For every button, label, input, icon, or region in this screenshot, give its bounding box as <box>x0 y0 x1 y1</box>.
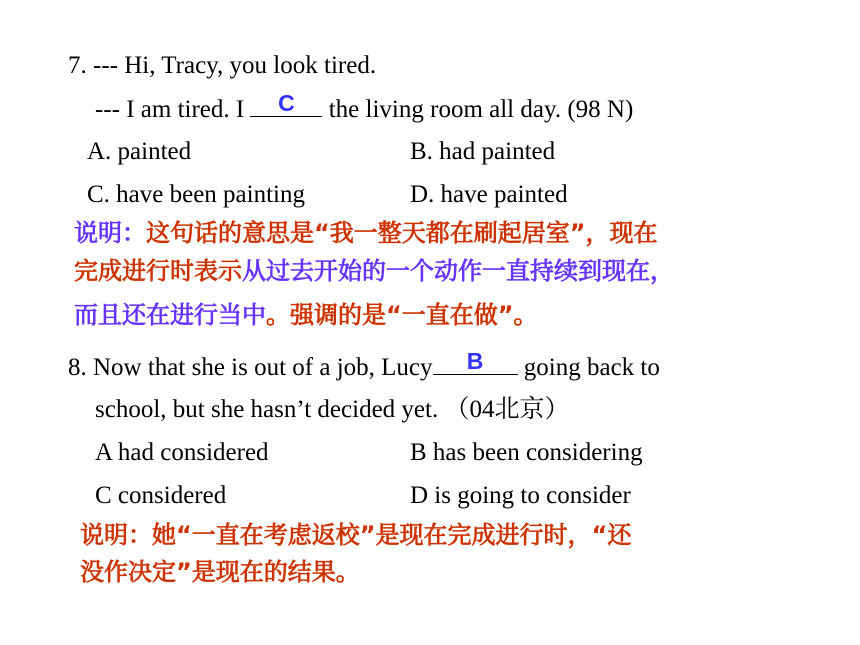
q8-option-d: D is going to consider <box>410 482 631 509</box>
q8-note-line2: 没作决定”是现在的结果。 <box>80 558 360 586</box>
q7-blank <box>250 90 322 125</box>
q7-note-text1: 这句话的意思是“我一整天都在刷起居室”，现在 <box>146 219 658 247</box>
q8-line1 <box>68 348 660 383</box>
q8-blank <box>433 348 518 383</box>
q7-note-line1 <box>74 214 658 252</box>
q8-answer: B <box>466 348 484 374</box>
q7-line2-after: the living room all day. (98 N) <box>322 96 634 123</box>
q8-note-line1: 说明：她“一直在考虑返校”是现在完成进行时，“还 <box>80 521 632 549</box>
q8-option-a: A had considered <box>95 439 269 466</box>
q8-option-c: C considered <box>95 482 227 509</box>
q7-note-text3a: 而且还在进行当中 <box>74 301 266 329</box>
q7-option-b: B. had painted <box>410 138 556 165</box>
q7-option-a: A. painted <box>87 138 192 165</box>
q8-line1-after: going back to <box>517 354 660 381</box>
q7-line2 <box>95 90 634 125</box>
q7-note-text3b: 。强调的是“一直在做”。 <box>266 301 538 329</box>
q8-line2: school, but she hasn’t decided yet. （04北京） <box>95 396 570 423</box>
q7-answer: C <box>278 90 295 116</box>
q7-note-line2 <box>74 252 674 290</box>
q7-line2-before: --- I am tired. I <box>95 96 251 123</box>
q7-note-text2b: 从过去开始的一个动作一直持续到现在， <box>242 257 674 285</box>
q7-stem: 7. --- Hi, Tracy, you look tired. <box>68 52 377 79</box>
q7-option-c: C. have been painting <box>87 181 305 208</box>
q7-note-text2a: 完成进行时表示 <box>74 257 242 285</box>
q7-option-d: D. have painted <box>410 181 568 208</box>
q8-line1-before: 8. Now that she is out of a job, Lucy <box>68 354 433 381</box>
q8-option-b: B has been considering <box>410 439 643 466</box>
q7-note-label: 说明： <box>74 219 146 247</box>
q7-note-line3 <box>74 296 538 334</box>
